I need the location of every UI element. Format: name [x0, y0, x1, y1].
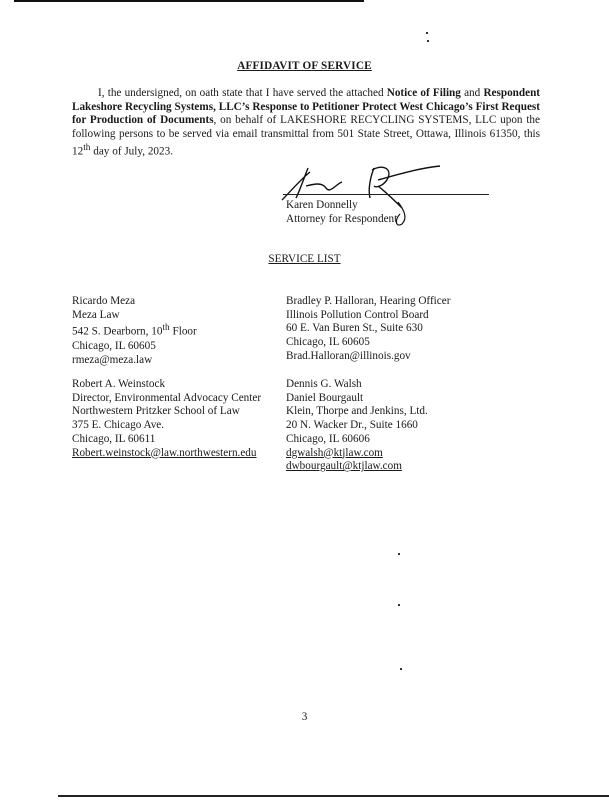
recipient-org: Meza Law — [72, 308, 120, 321]
recipient-email: Brad.Halloran@illinois.gov — [286, 349, 411, 362]
ordinal-suffix: th — [83, 142, 91, 153]
recipient-email-link[interactable]: dgwalsh@ktjlaw.com — [286, 446, 383, 459]
served-document-title: Respondent Lakeshore Recycling Systems, LLC’s Response to Petitioner Protect West Chicago’s First Request for Production of Documents — [72, 87, 541, 127]
recipient-name: Dennis G. Walsh — [286, 378, 362, 390]
recipient-org: Director, Environmental Advocacy Center — [72, 391, 262, 404]
recipient-meza — [72, 295, 197, 367]
top-scan-rule — [14, 0, 364, 2]
page-number: 3 — [301, 711, 308, 723]
paragraph-body: , on behalf of LAKESHORE RECYCLING SYSTEMS, LLC upon the following persons to be served via email transmittal from 501 State Street, Ottawa, Illinois 61350, this 12 — [72, 114, 540, 158]
recipient-email-link[interactable]: Robert.weinstock@law.northwestern.edu — [72, 446, 257, 459]
recipient-name: Ricardo Meza — [72, 295, 136, 307]
recipient-city: Chicago, IL 60605 — [286, 336, 370, 349]
signature-line — [283, 194, 489, 195]
recipient-org: Klein, Thorpe and Jenkins, Ltd. — [286, 405, 428, 418]
recipient-name-2: Daniel Bourgault — [286, 391, 364, 404]
recipient-city: Chicago, IL 60606 — [286, 432, 370, 445]
recipient-street: 20 N. Wacker Dr., Suite 1660 — [286, 419, 418, 432]
recipient-email-link-2[interactable]: dwbourgault@ktjlaw.com — [286, 460, 402, 473]
recipient-email: rmeza@meza.law — [72, 353, 153, 366]
scan-speck — [427, 40, 429, 42]
recipient-walsh-bourgault — [286, 378, 428, 474]
signer-title: Attorney for Respondent — [286, 213, 398, 225]
scan-speck — [398, 553, 400, 555]
paragraph-ending: day of July, 2023. — [90, 145, 174, 158]
bottom-scan-rule — [58, 795, 609, 797]
recipient-org-2: Northwestern Pritzker School of Law — [72, 405, 240, 418]
served-document-name: Notice of Filing — [386, 87, 461, 99]
recipient-city: Chicago, IL 60605 — [72, 339, 156, 352]
scan-speck — [398, 604, 400, 606]
paragraph-intro: I, the undersigned, on oath state that I have served the attached — [98, 87, 387, 99]
recipient-weinstock — [72, 378, 261, 460]
recipient-name: Bradley P. Halloran, Hearing Officer — [286, 295, 451, 307]
service-list-heading: SERVICE LIST — [268, 253, 341, 265]
scan-speck — [400, 668, 402, 670]
paragraph-conjunction: and — [460, 87, 484, 99]
scan-speck — [426, 32, 428, 34]
affidavit-paragraph — [72, 87, 540, 159]
signer-name: Karen Donnelly — [286, 199, 358, 211]
recipient-city: Chicago, IL 60611 — [72, 432, 156, 445]
recipient-name: Robert A. Weinstock — [72, 378, 166, 390]
recipient-street: 542 S. Dearborn, 10th Floor — [72, 323, 197, 339]
document-title: AFFIDAVIT OF SERVICE — [237, 60, 372, 72]
recipient-street: 375 E. Chicago Ave. — [72, 419, 165, 432]
recipient-street: 60 E. Van Buren St., Suite 630 — [286, 322, 423, 335]
recipient-halloran — [286, 295, 450, 364]
recipient-org: Illinois Pollution Control Board — [286, 308, 429, 321]
